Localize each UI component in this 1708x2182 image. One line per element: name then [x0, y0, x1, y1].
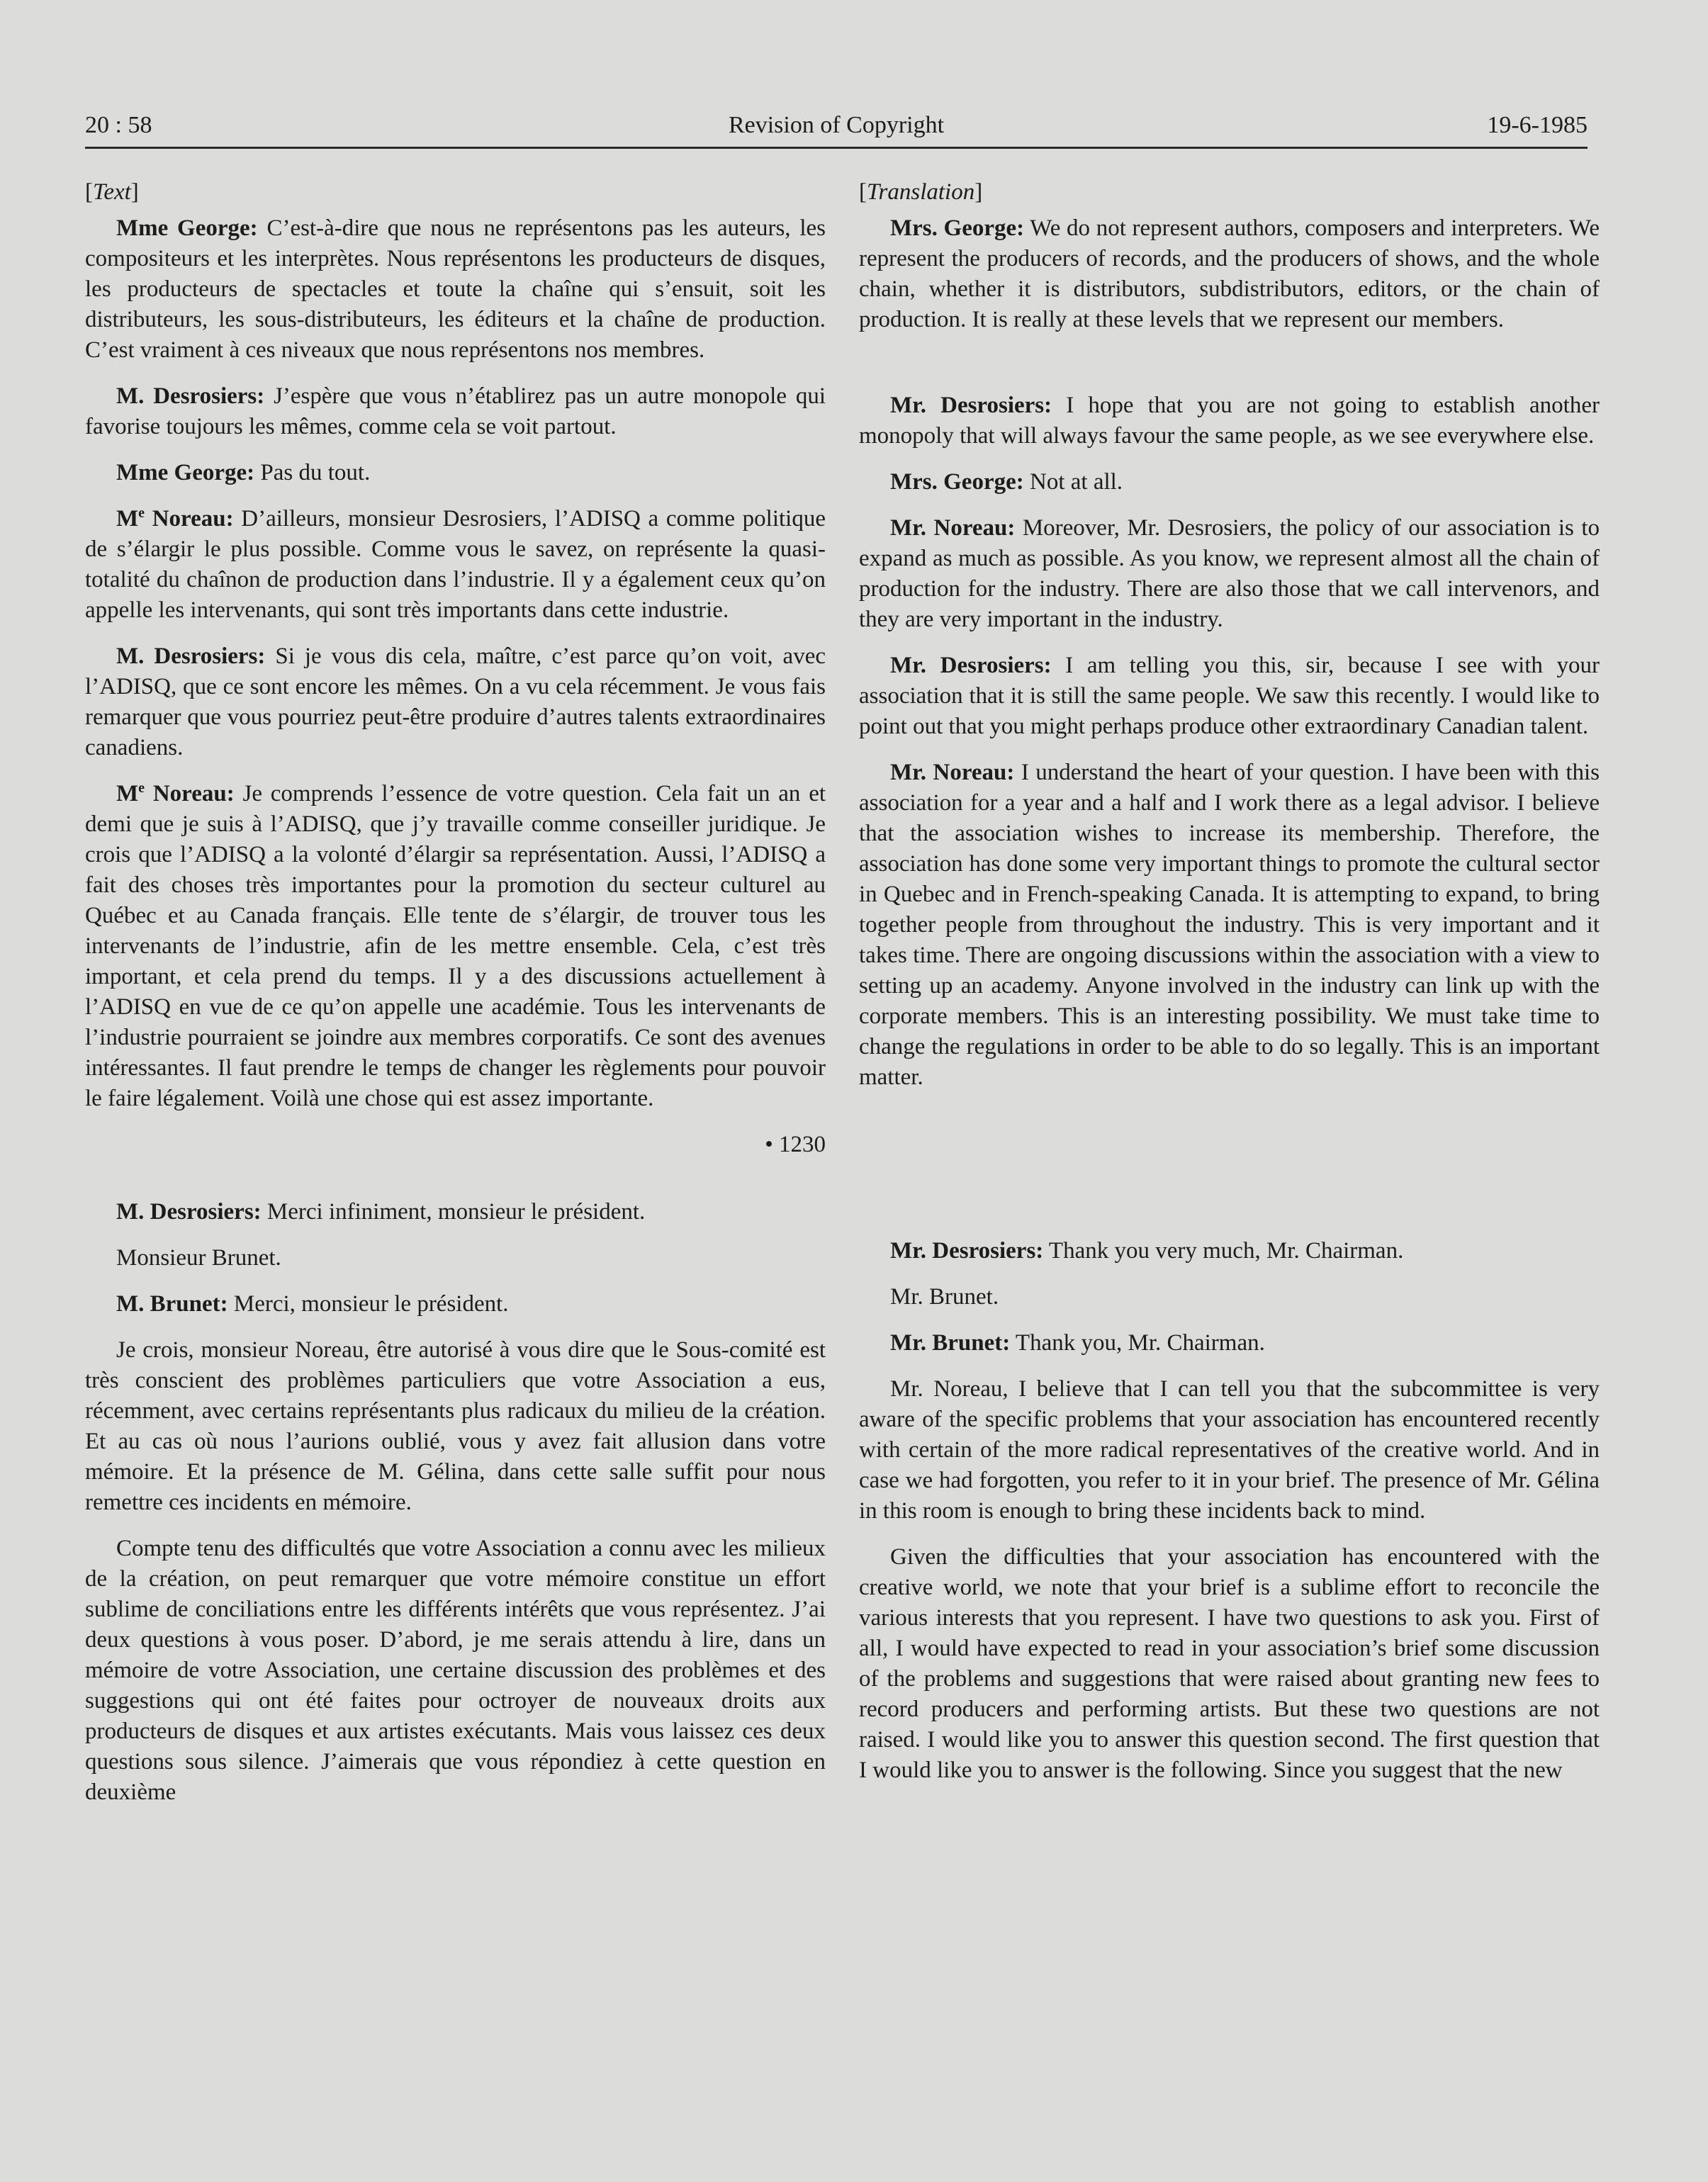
- paragraph: [85, 779, 826, 1114]
- paragraph: [859, 1328, 1600, 1359]
- paragraph: Compte tenu des difficultés que votre Association a connu avec les milieux de la création, on peut remarquer que votre mémoire constitue un effort sublime de conciliations entre les différents intérêts que vous représentez. J’ai deux questions à vous poser. D’abord, je me serais attendu à lire, dans un mémoire de votre Association, une certaine discussion des problèmes et des suggestions qui ont été faites pour octroyer de nouveaux droits aux producteurs de disques et aux artistes exécutants. Mais vous laissez ces deux questions sous silence. J’aimerais que vous répondiez à cette question en deuxième: [85, 1536, 826, 1805]
- speaker: Mme George:: [116, 215, 258, 241]
- paragraph: [859, 758, 1600, 1093]
- time-mark: • 1230: [765, 1132, 826, 1157]
- speech-text: I understand the heart of your question. I have been with this association for a year and a half and I work there as a legal advisor. I believe that the association wishes to increase its membership. Therefore, the association has done some very important things to promote the cultural sector in Quebec and in French-speaking Canada. It is attempting to expand, to bring together people from throughout the industry. This is very important and it takes time. There are ongoing discussions within the association with a view to setting up an academy. Anyone involved in the industry can link up with the corporate members. This is an interesting possibility. We must take time to change the regulations in order to be able to do so legally. This is an important matter.: [859, 760, 1600, 1090]
- english-column: [859, 177, 1600, 1801]
- speaker: Mr. Noreau:: [890, 515, 1016, 541]
- speaker: Mr. Desrosiers:: [890, 653, 1052, 678]
- speech-text: Moreover, Mr. Desrosiers, the policy of our association is to expand as much as possible. As you know, we represent almost all the chain of production for the industry. There are also those that we call intervenors, and they are very important in the industry.: [859, 515, 1600, 632]
- paragraph: [85, 641, 826, 763]
- paragraph: [859, 651, 1600, 742]
- speech-text: J’espère que vous n’établirez pas un autre monopole qui favorise toujours les mêmes, comme cela se voit partout.: [85, 383, 826, 439]
- speaker: Mrs. George:: [890, 215, 1025, 241]
- paragraph: [859, 513, 1600, 635]
- paragraph: [859, 213, 1600, 335]
- speech-text: D’ailleurs, monsieur Desrosiers, l’ADISQ a comme politique de s’élargir le plus possible. Comme vous le savez, on représente la quasi-totalité du chaînon de production dans l’industrie. Il y a également ceux qu’on appelle les intervenants, qui sont très importants dans cette industrie.: [85, 506, 826, 623]
- speaker: M. Brunet:: [116, 1291, 228, 1317]
- speaker: Mr. Desrosiers:: [890, 393, 1052, 418]
- speaker: Mr. Noreau:: [890, 760, 1015, 785]
- running-header: [85, 106, 1588, 145]
- paragraph: Je crois, monsieur Noreau, être autorisé à vous dire que le Sous-comité est très conscient des problèmes particuliers que votre Association a eus, récemment, avec certains représentants plus radicaux du milieu de la création. Et au cas où nous l’aurions oublié, vous y avez fait allusion dans votre mémoire. Et la présence de M. Gélina, dans cette salle suffit pour nous remettre ces incidents en mémoire.: [85, 1337, 826, 1515]
- speech-text: Pas du tout.: [254, 460, 371, 485]
- speech-text: Not at all.: [1023, 469, 1123, 495]
- paragraph: [85, 458, 826, 488]
- speech-text: I am telling you this, sir, because I see with your association that it is still the same people. We saw this recently. I would like to point out that you might perhaps produce other extraordinary Canadian talent.: [859, 653, 1600, 739]
- paragraph: [85, 1197, 826, 1227]
- speech-text: Merci, monsieur le président.: [227, 1291, 509, 1317]
- speaker: Mme George:: [116, 460, 255, 485]
- paragraph: [85, 504, 826, 626]
- paragraph: [85, 1289, 826, 1320]
- page-number: 20 : 58: [85, 112, 152, 138]
- paragraph: Given the difficulties that your association has encountered with the creative world, we note that your brief is a sublime effort to reconcile the various interests that you represent. I have two questions to ask you. First of all, I would have expected to read in your association’s brief some discussion of the problems and suggestions that were raised about granting new fees to record producers and performing artists. But these two questions are not raised. I would like you to answer this question second. The first question that I would like you to answer is the following. Since you suggest that the new: [859, 1544, 1600, 1783]
- column-label: [Text]: [85, 179, 139, 205]
- speaker: M. Desrosiers:: [116, 383, 265, 409]
- paragraph: [859, 390, 1600, 451]
- speaker: Me Noreau:: [116, 505, 234, 532]
- paragraph: [85, 213, 826, 366]
- paragraph: [85, 381, 826, 442]
- paragraph: [859, 1236, 1600, 1266]
- speech-text: I hope that you are not going to establish another monopoly that will always favour the same people, as we see everywhere else.: [859, 393, 1600, 449]
- paragraph: Mr. Brunet.: [890, 1284, 999, 1310]
- speech-text: Si je vous dis cela, maître, c’est parce qu’on voit, avec l’ADISQ, que ce sont encore les mêmes. On a vu cela récemment. Je vous fais remarquer que vous pourriez peut-être produire d’autres talents extraordinaires canadiens.: [85, 643, 826, 760]
- speaker: Mr. Desrosiers:: [890, 1238, 1044, 1264]
- header-rule: [85, 147, 1588, 149]
- speaker: Me Noreau:: [116, 780, 235, 806]
- speech-text: Merci infiniment, monsieur le président.: [261, 1199, 646, 1225]
- speaker: Mrs. George:: [890, 469, 1024, 495]
- speaker: Mr. Brunet:: [890, 1330, 1011, 1356]
- speech-text: Thank you, Mr. Chairman.: [1010, 1330, 1265, 1356]
- paragraph: Monsieur Brunet.: [116, 1245, 281, 1271]
- french-column: [85, 177, 826, 1823]
- paragraph: Mr. Noreau, I believe that I can tell you that the subcommittee is very aware of the specific problems that your association has encountered recently with certain of the more radical representatives of the creative world. And in case we had forgotten, you refer to it in your brief. The presence of Mr. Gélina in this room is enough to bring these incidents back to mind.: [859, 1376, 1600, 1524]
- speaker: M. Desrosiers:: [116, 1199, 262, 1225]
- speech-text: Thank you very much, Mr. Chairman.: [1043, 1238, 1404, 1264]
- column-label: [Translation]: [859, 179, 983, 205]
- speech-text: C’est-à-dire que nous ne représentons pas les auteurs, les compositeurs et les interprètes. Nous représentons les producteurs de disques, les producteurs de spectacles et toute la chaîne qui s’ensuit, soit les distributeurs, les sous-distributeurs, les éditeurs et la chaîne de production. C’est vraiment à ces niveaux que nous représentons nos membres.: [85, 215, 826, 363]
- speech-text: We do not represent authors, composers and interpreters. We represent the producers of records, and the producers of shows, and the whole chain, whether it is distributors, subdistributors, editors, or the chain of production. It is really at these levels that we represent our members.: [859, 215, 1600, 332]
- speaker: M. Desrosiers:: [116, 643, 266, 669]
- header-date: 19-6-1985: [1487, 112, 1588, 138]
- paragraph: [859, 467, 1600, 497]
- speech-text: Je comprends l’essence de votre question. Cela fait un an et demi que je suis à l’ADISQ, que j’y travaille comme conseiller juridique. Je crois que l’ADISQ a la volonté d’élargir sa représentation. Aussi, l’ADISQ a fait des choses très importantes pour la promotion du secteur culturel au Québec et au Canada français. Elle tente de s’élargir, de trouver tous les intervenants de l’industrie, afin de les mettre ensemble. Cela, c’est très important, et cela prend du temps. Il y a des discussions actuellement à l’ADISQ en vue de ce qu’on appelle une académie. Tous les intervenants de l’industrie pourraient se joindre aux membres corporatifs. Ce sont des avenues intéressantes. Il faut prendre le temps de changer les règlements pour pouvoir le faire légalement. Voilà une chose qui est assez importante.: [85, 781, 826, 1111]
- page-title: Revision of Copyright: [728, 112, 945, 138]
